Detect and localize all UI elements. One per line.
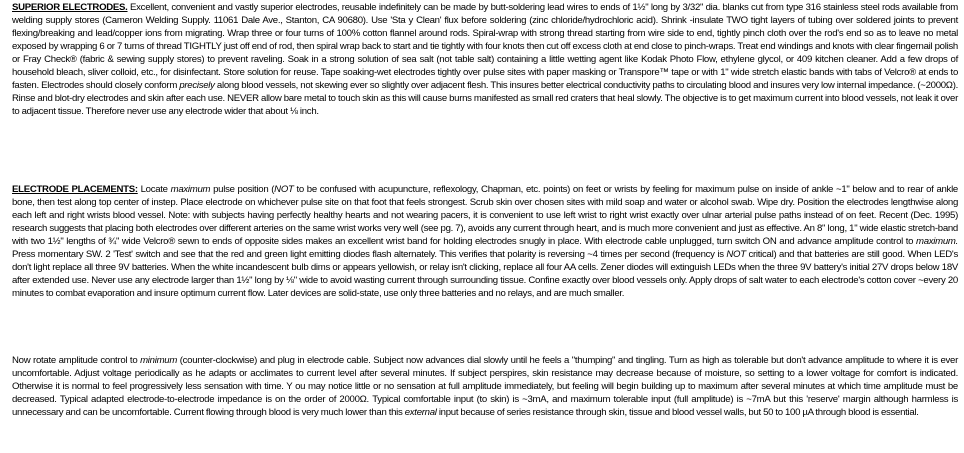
body-text: pulse position ( <box>210 184 275 195</box>
body-text: (counter-clockwise) and plug in electrode cable. Subject now advances dial slowly until he feels a "thumping" and tingling. Turn as high as tolerable but don't advance amplitude to where it is ever uncomfortable. Adjust voltage periodically as he adapts or acclimates to current level after several minutes. If subject perspires, skin resistance may decrease because of moisture, so setting to a lower voltage for comfort is indicated. Otherwise it is normal to feel progressively less sensation with time. Y ou may notice little or no sensation at full amplitude immediately, but feeling will begin building up to maximum after several minutes at which time amplitude must be decreased. Typical adapted electrode-to-electrode impedance is on the order of 2000Ω. Typical comfortable input (to skin) is ~3mA, and maximum tolerable input (full amplitude) is ~7mA but this 'reserve' margin although harmless is unnecessary and can be uncomfortable. Current flowing through blood is very much lower than this <box>12 355 958 418</box>
emphasis-text: NOT <box>274 184 294 195</box>
superior-electrodes-heading: SUPERIOR ELECTRODES. <box>12 2 128 13</box>
body-text: critical) and that batteries are still good. When LED's don't light replace all three 9V batteries. When the white incandescent bulb dims or appears yellowish, or relay isn't clicking, replace all four AA cells. Zener diodes will extinguish LEDs when the three 9V battery's initial 27V drops below 18V after extended use. Never use any electrode larger than 1½" long by ⅛" wide to avoid wasting current through surrounding tissue. Confine exactly over blood vessels only. Apply drops of salt water to each electrode's cotton cover ~every 20 minutes to combat evaporation and insure optimum current flow. Later devices are solid-state, use only three batteries and no relays, and are much smaller. <box>12 249 958 299</box>
body-text: Now rotate amplitude control to <box>12 355 141 366</box>
emphasis-text: maximum. <box>916 236 958 247</box>
body-text: Press momentary SW. 2 'Test' switch and see that the red and green light emitting diodes flash alternately. This verifies that polarity is reversing ~4 times per second (frequency is <box>12 249 727 260</box>
emphasis-text: external <box>404 407 437 418</box>
emphasis-text: minimum <box>140 355 178 366</box>
body-text: Excellent, convenient and vastly superior electrodes, reusable indefinitely can be made by butt-soldering lead wires to ends of 1½" long by 3/32" dia. blanks cut from type 316 stainless steel rods available from welding supply stores (Cameron Welding Supply. 11061 Dale Ave., Stanton, CA 90680). Use 'Sta y Clean' flux before soldering (zinc chloride/hydrochloric acid). Shrink -insulate TWO tight layers of tubing over soldered joints to prevent flexing/breaking and lead/copper ions from migrating. Wrap three or four turns of 100% cotton flannel around rods. Spiral-wrap with strong thread starting from wire side to end, tightly pinch cloth over the rod's end so as to leave no metal exposed by wrapping 6 or 7 turns of thread TIGHTLY just off end of rod, then spiral wrap back to start and tie tightly with four knots then cut off excess cloth at end close to pinch-wraps. Treat end windings and knots with clear fingernail polish or Fray Check® (fabric & sewing supply stores) to prevent raveling. Soak in a strong solution of sea salt (not table salt) containing a little wetting agent like Kodak Photo Flow, ethylene glycol, or 409 kitchen cleaner. Add a few drops of household bleach, sliver colloid, etc., for disinfectant. Store solution for reuse. Tape soaking-wet electrodes tightly over pulse sites with paper masking or Transpore™ tape or with 1" wide stretch elastic bands with tabs of Velcro® at ends to fasten. Electrodes should closely conform <box>12 2 958 91</box>
emphasis-text: NOT <box>726 249 746 260</box>
emphasis-text: maximum <box>170 184 211 195</box>
superior-electrodes-paragraph <box>12 1 958 118</box>
electrode-placements-paragraph <box>12 183 958 300</box>
body-text: Locate <box>137 184 171 195</box>
amplitude-adjustment-paragraph <box>12 354 958 419</box>
electrode-placements-heading: ELECTRODE PLACEMENTS: <box>12 184 138 195</box>
emphasis-text: precisely <box>179 80 215 91</box>
body-text: input because of series resistance through skin, tissue and blood vessel walls, but 50 to 100 µA through blood is essential. <box>436 407 919 418</box>
body-text: to be confused with acupuncture, reflexology, Chapman, etc. points) on feet or wrists by feeling for maximum pulse on inside of ankle ~1" below and to rear of ankle bone, then test along top center of instep. Place electrode on whichever pulse site on that foot that feels strongest. Scrub skin over chosen sites with mild soap and water or alcohol swab. Wipe dry. Position the electrodes lengthwise along each left and right wrists blood vessel. Note: with subjects having perfectly healthy hearts and not wearing pacers, it is convenient to use left wrist to right wrist exactly over ulnar arterial pulse paths instead of on feet. Recent (Dec. 1995) research suggests that placing both electrodes over different arteries on the same wrist works very well (see pg. 7), avoids any current through heart, and is much more convenient and just as effective. An 8" long, 1" wide elastic stretch-band with two 1½" lengths of ¾" wide Velcro® sewn to ends of opposite sides makes an excellent wrist band for holding electrodes snugly in place. With electrode cable unplugged, turn switch ON and advance amplitude control to <box>12 184 958 247</box>
body-text: along blood vessels, not skewing ever so slightly over adjacent flesh. This insures better electrical conductivity paths to circulating blood and insures very low internal impedance. (~2000Ω). Rinse and blot-dry electrodes and skin after each use. NEVER allow bare metal to touch skin as this will cause burns manifested as small red craters that heal slowly. The objective is to get maximum current into blood vessels, not leak it over to adjacent tissue. Therefore never use any electrode wider that about ⅛ inch. <box>12 80 959 117</box>
